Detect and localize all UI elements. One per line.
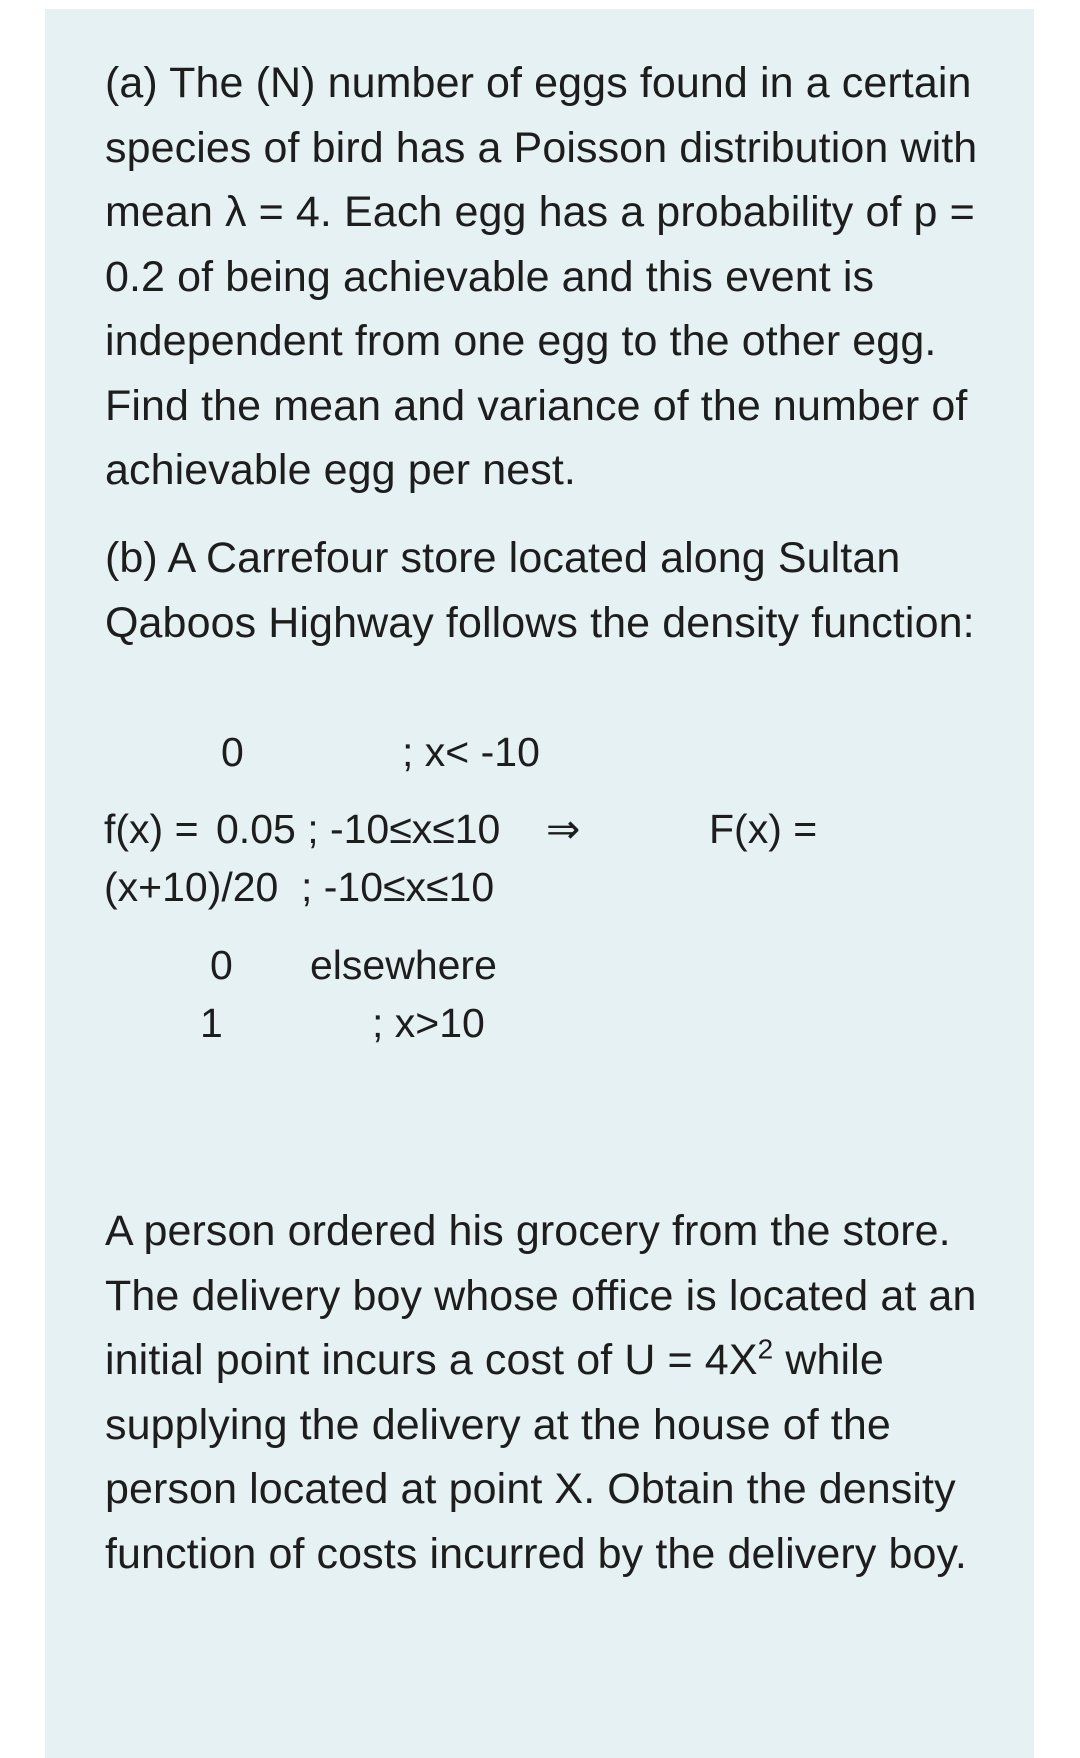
part-b-intro: (b) A Carrefour store located along Sultan Qaboos Highway follows the density function:: [105, 534, 975, 647]
row1-value: 0: [221, 729, 244, 775]
row1-condition: ; x< -10: [402, 729, 540, 775]
row3-condition: ; -10≤x≤10: [301, 864, 495, 910]
Fx-label: F(x) =: [709, 806, 818, 852]
fx-label: f(x) =: [104, 806, 199, 852]
question-card: [45, 9, 1034, 1758]
part-b-continuation: [105, 1199, 1015, 1586]
row5-condition: ; x>10: [372, 1000, 485, 1046]
cost-text-start: A person ordered his grocery from the store. The delivery boy whose office is located at an initial point incurs a cost of U = 4X: [105, 1207, 977, 1384]
exponent: 2: [757, 1333, 774, 1365]
row5-value: 1: [200, 1000, 223, 1046]
part-a-text: (a) The (N) number of eggs found in a certain species of bird has a Poisson distribution with mean λ = 4. Each egg has a probability of p = 0.2 of being achievable and this event is independent from one egg to the other egg. Find the mean and variance of the number of achievable egg per nest.: [105, 59, 978, 494]
row3-value: (x+10)/20: [104, 864, 279, 910]
cost-text-end: while supplying the delivery at the house of the person located at point X. Obtain the density function of costs incurred by the delivery boy.: [105, 1336, 967, 1578]
implies-arrow-icon: ⇒: [546, 806, 581, 852]
row4-condition: elsewhere: [310, 942, 497, 988]
fx-value: 0.05 ; -10≤x≤10: [216, 806, 501, 852]
row4-value: 0: [210, 942, 233, 988]
